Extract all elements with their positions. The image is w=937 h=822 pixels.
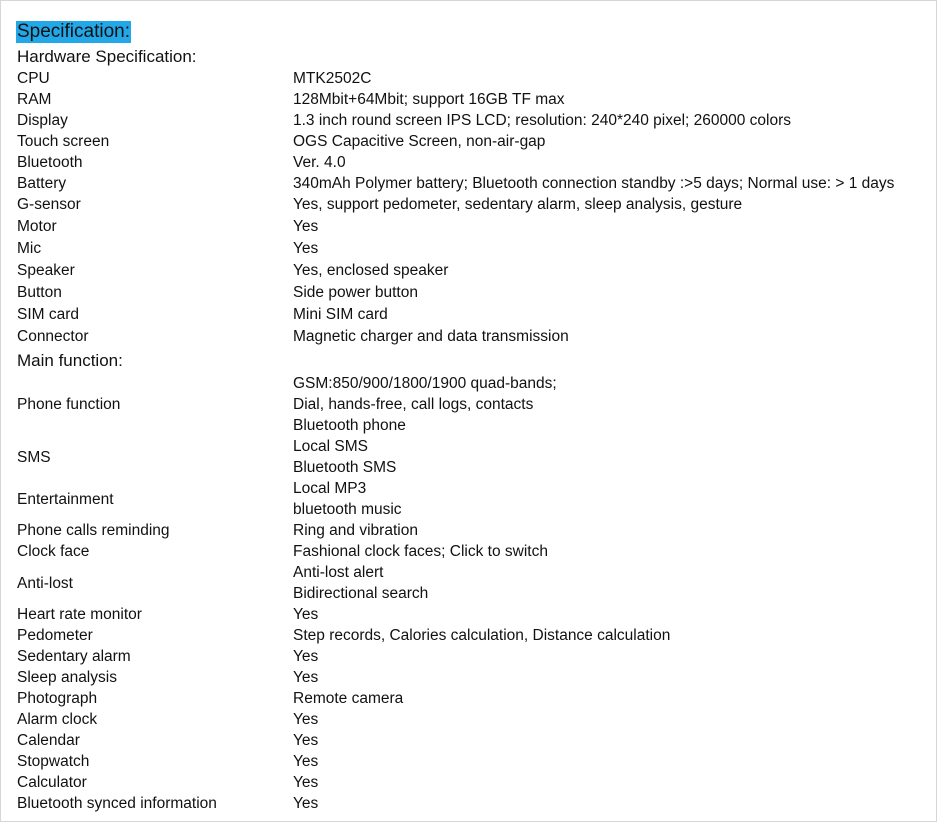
spec-label: Bluetooth synced information [17, 795, 217, 812]
spec-label: Calendar [17, 732, 80, 749]
spec-label: Photograph [17, 690, 98, 707]
spec-value: Fashional clock faces; Click to switch [293, 543, 548, 560]
spec-row [1, 667, 937, 688]
spec-label: Heart rate monitor [17, 606, 142, 623]
spec-row [1, 478, 937, 520]
spec-value: Yes [293, 648, 319, 665]
spec-row [1, 436, 937, 478]
spec-value: 128Mbit+64Mbit; support 16GB TF max [293, 91, 565, 108]
spec-row [1, 751, 937, 772]
spec-value: MTK2502C [293, 70, 372, 87]
spec-row [1, 68, 937, 89]
spec-value: 1.3 inch round screen IPS LCD; resolution: 240*240 pixel; 260000 colors [293, 112, 792, 129]
spec-label: Entertainment [17, 490, 114, 508]
spec-label: Battery [17, 175, 67, 192]
specification-title: Specification: [17, 21, 131, 42]
spec-value: Yes [293, 218, 319, 235]
spec-row [1, 793, 937, 814]
spec-value: Magnetic charger and data transmission [293, 328, 569, 345]
spec-label: Motor [17, 218, 57, 235]
spec-row [1, 541, 937, 562]
spec-label: SMS [17, 448, 51, 466]
spec-value: Bluetooth phone [293, 417, 406, 434]
spec-value: Dial, hands-free, call logs, contacts [293, 396, 534, 413]
spec-value: Yes, support pedometer, sedentary alarm, sleep analysis, gesture [293, 196, 743, 213]
spec-label: Clock face [17, 543, 90, 560]
spec-row [1, 152, 937, 173]
spec-row [1, 326, 937, 347]
spec-value: Anti-lost alert [293, 564, 384, 581]
spec-label: Touch screen [17, 133, 110, 150]
spec-label: Bluetooth [17, 154, 83, 171]
spec-value: bluetooth music [293, 501, 402, 518]
spec-value: Yes, enclosed speaker [293, 262, 449, 279]
spec-row [1, 110, 937, 131]
spec-value: Bluetooth SMS [293, 459, 397, 476]
spec-label: Pedometer [17, 627, 93, 644]
spec-row [1, 646, 937, 667]
spec-value: Yes [293, 606, 319, 623]
spec-label: SIM card [17, 306, 80, 323]
spec-value: OGS Capacitive Screen, non-air-gap [293, 133, 546, 150]
spec-label: Alarm clock [17, 711, 98, 728]
spec-value: Local SMS [293, 438, 368, 455]
spec-row [1, 772, 937, 793]
spec-value: Yes [293, 732, 319, 749]
spec-value: Remote camera [293, 690, 404, 707]
spec-value: 340mAh Polymer battery; Bluetooth connection standby :>5 days; Normal use: > 1 days [293, 175, 895, 192]
spec-value: Mini SIM card [293, 306, 388, 323]
spec-row [1, 260, 937, 281]
spec-label: G-sensor [17, 196, 81, 213]
spec-value: Ver. 4.0 [293, 154, 346, 171]
spec-row [1, 562, 937, 604]
spec-value: GSM:850/900/1800/1900 quad-bands; [293, 375, 557, 392]
spec-value: Yes [293, 669, 319, 686]
spec-row [1, 625, 937, 646]
spec-row [1, 520, 937, 541]
spec-label: Button [17, 284, 62, 301]
spec-row [1, 238, 937, 259]
spec-row [1, 216, 937, 237]
spec-value: Yes [293, 711, 319, 728]
spec-value: Local MP3 [293, 480, 367, 497]
spec-label: Connector [17, 328, 89, 345]
spec-label: CPU [17, 70, 50, 87]
spec-row [1, 89, 937, 110]
spec-value: Yes [293, 240, 319, 257]
spec-label: Display [17, 112, 68, 129]
spec-label: Sedentary alarm [17, 648, 131, 665]
main-function-heading: Main function: [17, 351, 123, 370]
spec-label: Phone function [17, 396, 121, 413]
spec-row [1, 730, 937, 751]
spec-label: Speaker [17, 262, 75, 279]
spec-value: Side power button [293, 284, 418, 301]
hardware-heading: Hardware Specification: [17, 47, 197, 66]
spec-row [1, 304, 937, 325]
spec-value: Yes [293, 795, 319, 812]
spec-label: Phone calls reminding [17, 522, 170, 539]
spec-row [1, 131, 937, 152]
spec-label: Stopwatch [17, 753, 90, 770]
spec-value: Yes [293, 753, 319, 770]
spec-row [1, 604, 937, 625]
spec-label: Calculator [17, 774, 87, 791]
spec-value: Bidirectional search [293, 585, 429, 602]
spec-row [1, 373, 937, 436]
spec-value: Yes [293, 774, 319, 791]
spec-row [1, 282, 937, 303]
spec-label: Mic [17, 240, 42, 257]
spec-value: Step records, Calories calculation, Distance calculation [293, 627, 671, 644]
spec-row [1, 688, 937, 709]
spec-row [1, 194, 937, 215]
spec-value: Ring and vibration [293, 522, 418, 539]
spec-label: Anti-lost [17, 574, 73, 592]
spec-label: RAM [17, 91, 52, 108]
spec-row [1, 709, 937, 730]
spec-row [1, 173, 937, 194]
spec-label: Sleep analysis [17, 669, 117, 686]
